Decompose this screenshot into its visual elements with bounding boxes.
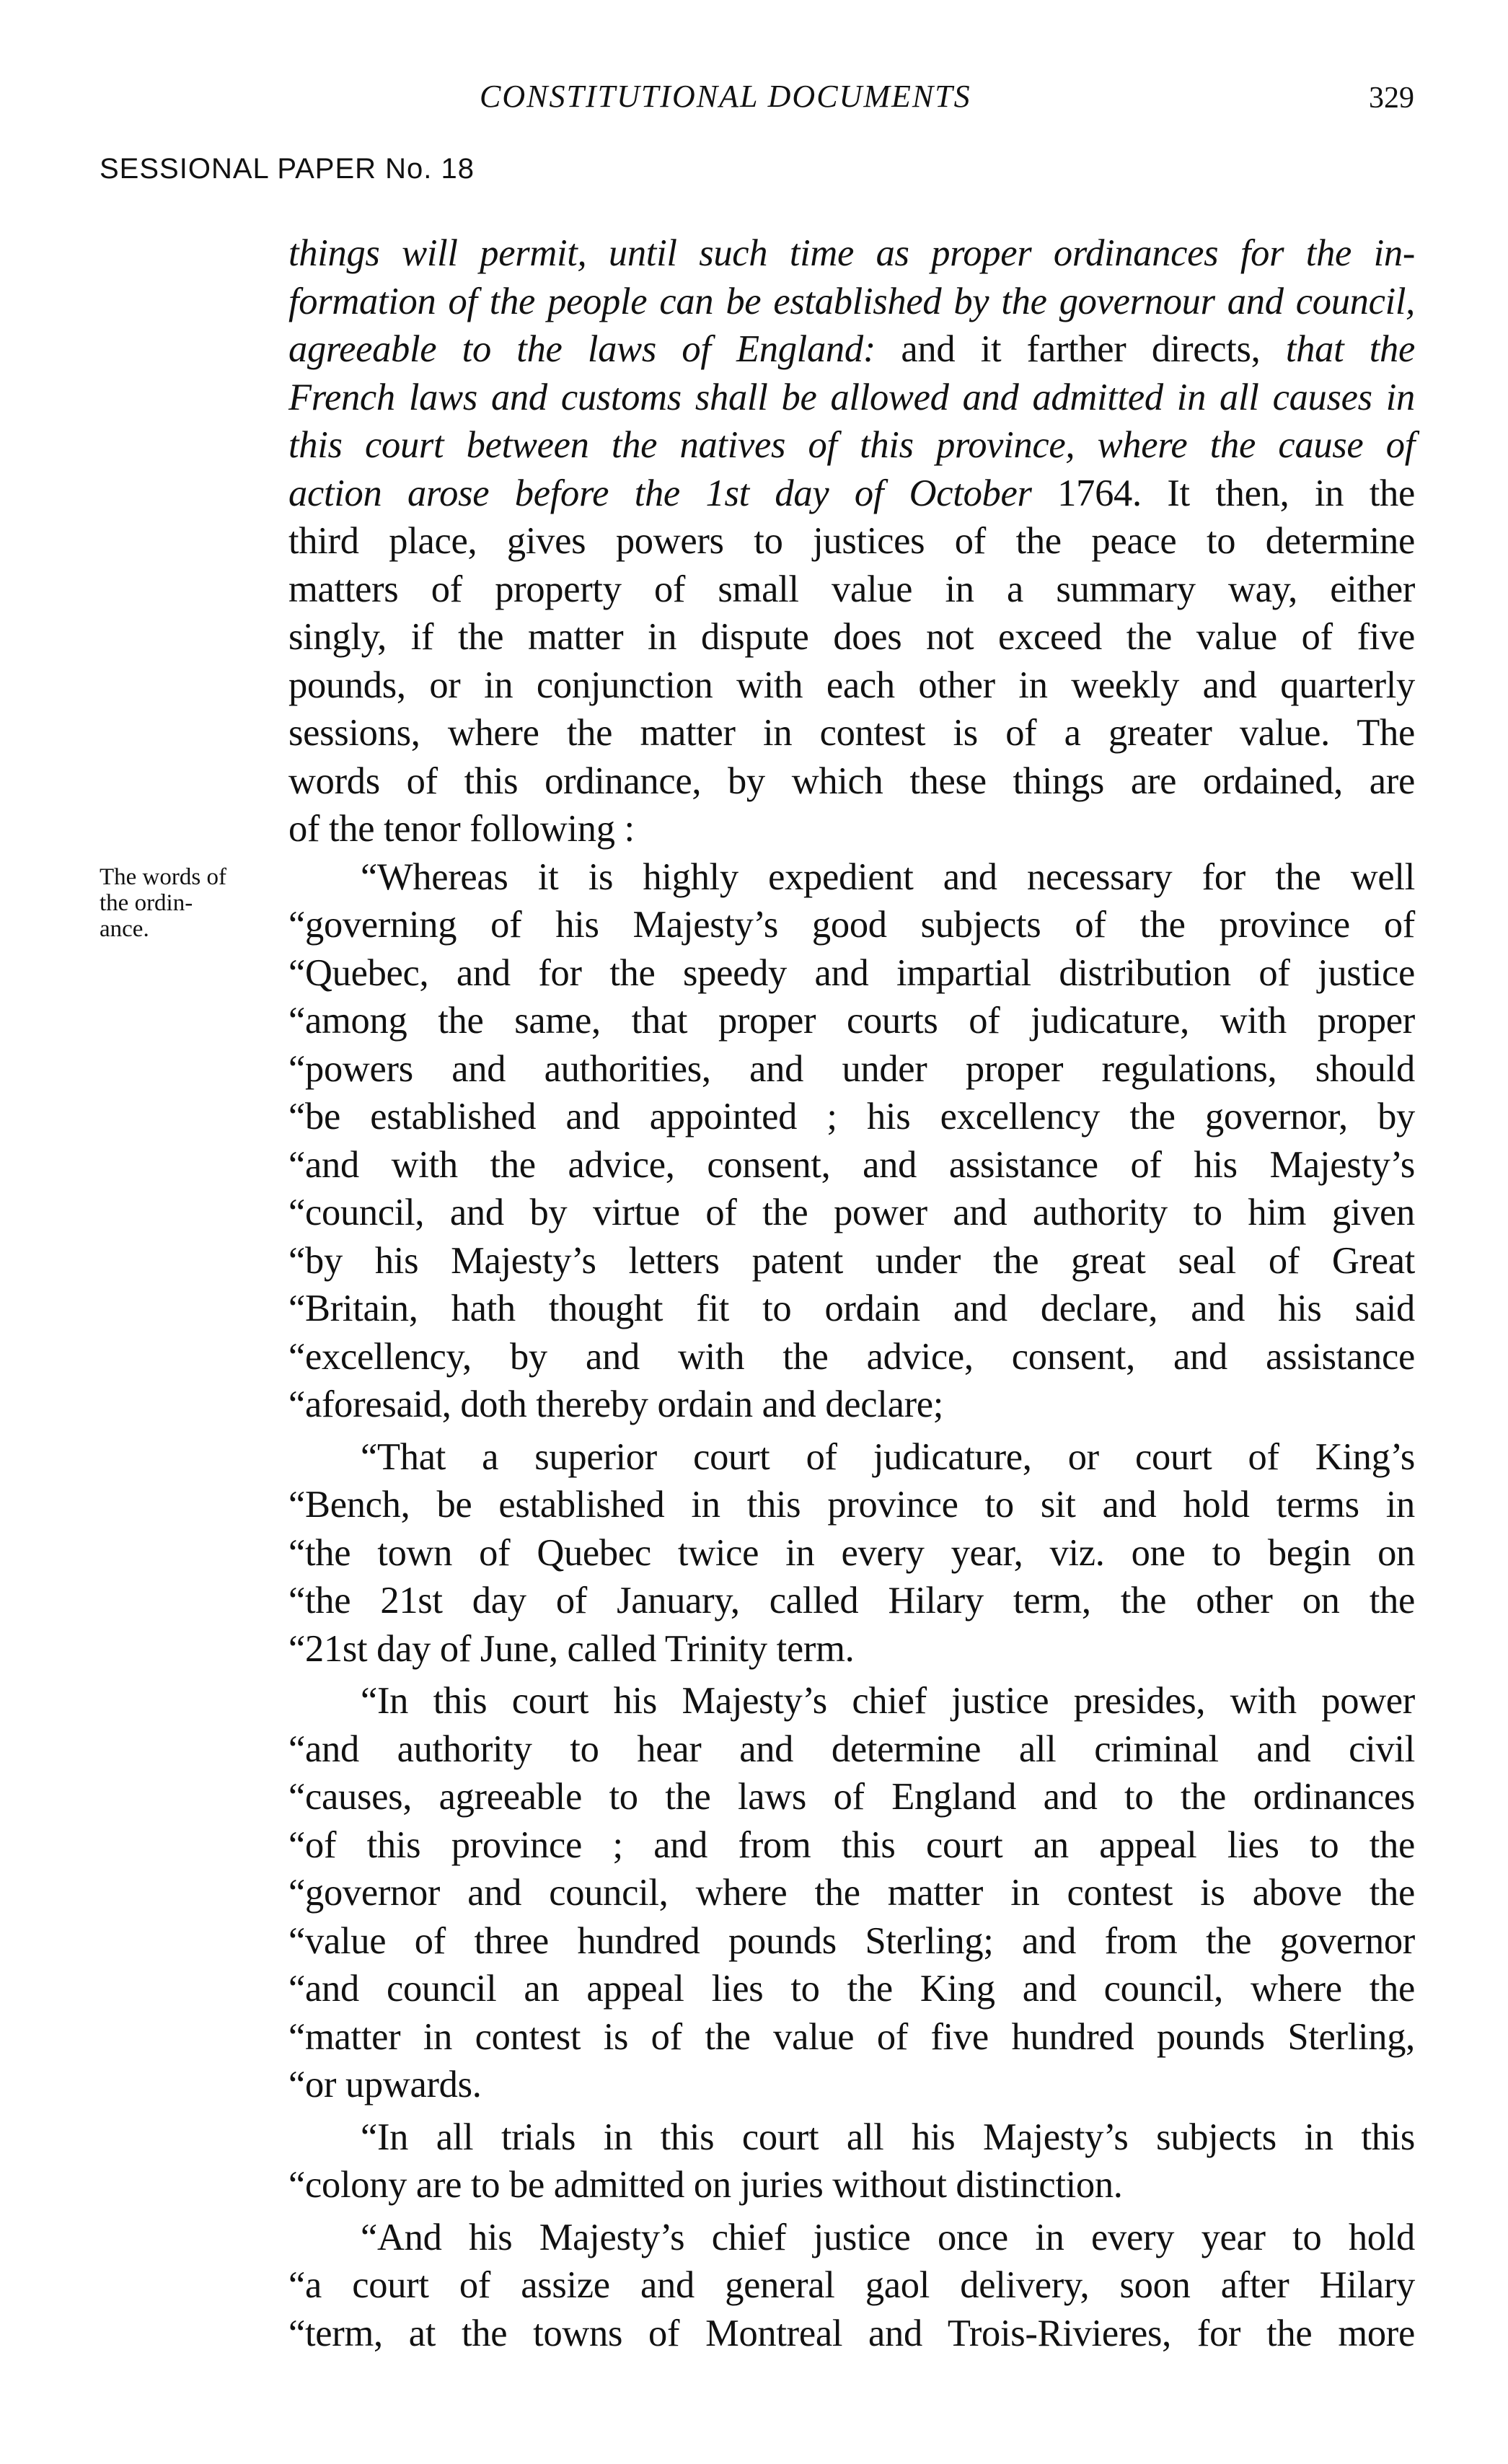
- text-line: “In all trials in this court all his Majesty’s subjects in this: [361, 2116, 1415, 2158]
- text-line: pounds, or in conjunction with each other in weekly and quarterly: [288, 664, 1415, 706]
- text-line: “by his Majesty’s letters patent under the great seal of Great: [288, 1239, 1415, 1282]
- margin-note-line: ance.: [100, 916, 149, 942]
- text-line: sessions, where the matter in contest is of a greater value. The: [288, 712, 1415, 754]
- text-line: “Quebec, and for the speedy and impartial distribution of justice: [288, 951, 1415, 994]
- italic-span: action arose before the 1st day of October: [288, 472, 1032, 514]
- text-line: “and council an appeal lies to the King and council, where the: [288, 1968, 1415, 2010]
- text-line: “value of three hundred pounds Sterling; and from the governor: [288, 1919, 1415, 1962]
- text-line: “term, at the towns of Montreal and Trois-Rivieres, for the more: [288, 2312, 1415, 2354]
- paragraph-summary: [288, 229, 1415, 853]
- text-line: “aforesaid, doth thereby ordain and declare;: [288, 1383, 944, 1425]
- text-line: “of this province ; and from this court an appeal lies to the: [288, 1823, 1415, 1866]
- text-line: this court between the natives of this province, where the cause of: [288, 424, 1415, 466]
- text-line: “the town of Quebec twice in every year, viz. one to begin on: [288, 1531, 1415, 1574]
- text-line: “and authority to hear and determine all criminal and civil: [288, 1728, 1415, 1770]
- paragraph-ordinance-preamble: [288, 853, 1415, 1429]
- sessional-paper-label: SESSIONAL PAPER No. 18: [100, 153, 475, 185]
- text-line: “a court of assize and general gaol delivery, soon after Hilary: [288, 2264, 1415, 2306]
- text-line: “governing of his Majesty’s good subjects of the province of: [288, 904, 1415, 946]
- text-line: [288, 325, 1415, 374]
- page-number: 329: [1369, 82, 1414, 115]
- roman-span: 1764. It then, in the: [1031, 472, 1415, 514]
- text-line: French laws and customs shall be allowed and admitted in all causes in: [288, 376, 1415, 418]
- text-line: “causes, agreeable to the laws of England and to the ordinances: [288, 1776, 1415, 1818]
- text-line: “or upwards.: [288, 2064, 482, 2106]
- roman-span: and it farther directs,: [876, 328, 1286, 370]
- text-line: [288, 470, 1415, 518]
- text-line: “In this court his Majesty’s chief justice presides, with power: [361, 1680, 1415, 1722]
- text-line: “among the same, that proper courts of judicature, with proper: [288, 1000, 1415, 1042]
- text-line: “Bench, be established in this province to sit and hold terms in: [288, 1484, 1415, 1526]
- running-title: CONSTITUTIONAL DOCUMENTS: [480, 79, 971, 114]
- text-line: “That a superior court of judicature, or court of King’s: [361, 1435, 1415, 1478]
- italic-span: that the: [1285, 328, 1415, 370]
- text-line: “21st day of June, called Trinity term.: [288, 1627, 855, 1670]
- text-line: “colony are to be admitted on juries without distinction.: [288, 2164, 1123, 2206]
- text-line: “and with the advice, consent, and assistance of his Majesty’s: [288, 1143, 1415, 1186]
- text-line: “excellency, by and with the advice, consent, and assistance: [288, 1335, 1415, 1378]
- text-line: singly, if the matter in dispute does not exceed the value of five: [288, 616, 1415, 658]
- margin-note-line: the ordin-: [100, 890, 193, 916]
- text-line: “governor and council, where the matter in contest is above the: [288, 1872, 1415, 1914]
- paragraph-assize: [288, 2214, 1415, 2358]
- text-line: of the tenor following :: [288, 808, 635, 850]
- margin-note-line: The words of: [100, 864, 226, 890]
- text-line: “Whereas it is highly expedient and necessary for the well: [361, 855, 1415, 898]
- margin-note: [100, 864, 294, 942]
- italic-span: agreeable to the laws of England:: [288, 328, 876, 370]
- paragraph-juries: [288, 2113, 1415, 2209]
- text-line: “be established and appointed ; his excellency the governor, by: [288, 1096, 1415, 1138]
- paragraph-chief-justice: [288, 1677, 1415, 2109]
- text-line: “the 21st day of January, called Hilary term, the other on the: [288, 1580, 1415, 1622]
- text-line: things will permit, until such time as proper ordinances for the in-: [288, 232, 1415, 274]
- text-line: “Britain, hath thought fit to ordain and declare, and his said: [288, 1288, 1415, 1329]
- body-text: [288, 229, 1415, 2357]
- text-line: formation of the people can be established by the governour and council,: [288, 280, 1415, 322]
- paragraph-superior-court: [288, 1433, 1415, 1673]
- text-line: words of this ordinance, by which these things are ordained, are: [288, 760, 1415, 802]
- text-line: “matter in contest is of the value of five hundred pounds Sterling,: [288, 2015, 1415, 2058]
- text-line: third place, gives powers to justices of the peace to determine: [288, 520, 1415, 562]
- text-line: “powers and authorities, and under proper regulations, should: [288, 1047, 1415, 1090]
- text-line: matters of property of small value in a summary way, either: [288, 568, 1415, 610]
- text-line: “council, and by virtue of the power and authority to him given: [288, 1192, 1415, 1233]
- text-line: “And his Majesty’s chief justice once in every year to hold: [361, 2216, 1415, 2258]
